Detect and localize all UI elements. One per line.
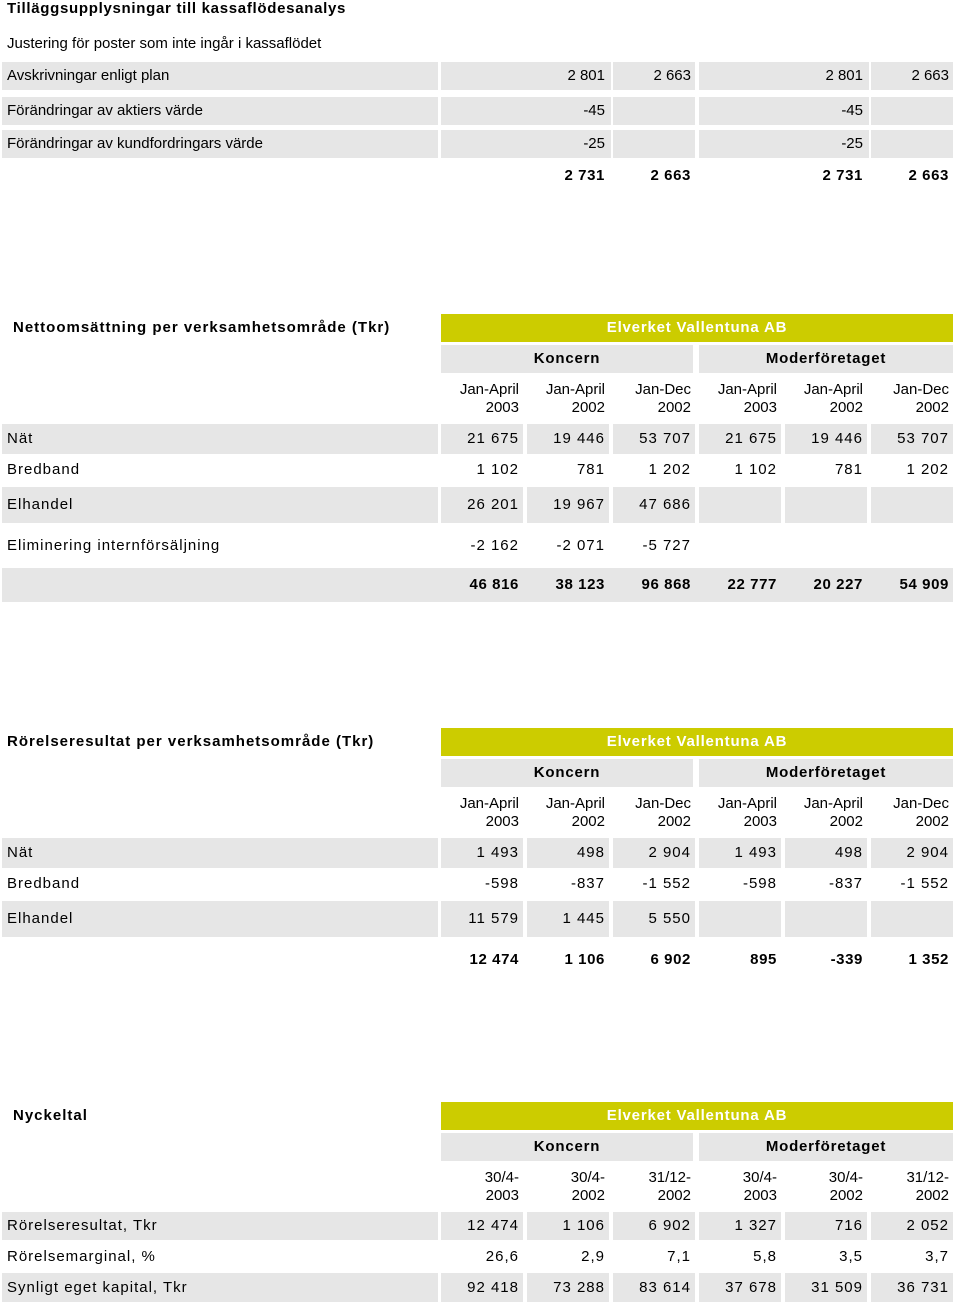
value-cell: 1 445: [562, 910, 605, 927]
value-cell: 26 201: [467, 496, 519, 513]
value-cell: 1 493: [476, 844, 519, 861]
row-label: Nät: [7, 430, 34, 447]
column-header-year: 2002: [571, 1187, 605, 1204]
value-cell: 19 967: [553, 496, 605, 513]
column-header: Jan-April: [717, 795, 777, 812]
column-header: 30/4-: [742, 1169, 777, 1186]
total-value: 22 777: [727, 576, 777, 593]
value-cell: 1 202: [648, 461, 691, 478]
value-cell: 5 550: [648, 910, 691, 927]
section-title: Nettoomsättning per verksamhetsområde (Tkr): [13, 319, 391, 336]
value-cell: 47 686: [639, 496, 691, 513]
value-cell: -2 071: [556, 537, 605, 554]
value-cell: 2 663: [653, 67, 691, 84]
company-header: Elverket Vallentuna AB: [441, 728, 953, 756]
value-cell: 2,9: [581, 1248, 605, 1265]
total-row: [0, 943, 960, 977]
cell-background: [871, 130, 953, 158]
total-value: 96 868: [641, 576, 691, 593]
total-row: [0, 162, 960, 190]
value-cell: 2 663: [911, 67, 949, 84]
column-header-year: 2003: [485, 399, 519, 416]
column-header: Jan-April: [545, 795, 605, 812]
column-header: Jan-Dec: [893, 381, 949, 398]
table-row: [0, 97, 960, 125]
cell-background: [871, 487, 953, 523]
label-background: [2, 838, 438, 868]
column-header: Jan-Dec: [635, 381, 691, 398]
column-header-year: 2003: [485, 1187, 519, 1204]
value-cell: 1 102: [476, 461, 519, 478]
company-header: Elverket Vallentuna AB: [441, 1102, 953, 1130]
total-value: 2 731: [822, 167, 863, 184]
column-header: 31/12-: [648, 1169, 691, 1186]
row-label: Avskrivningar enligt plan: [7, 67, 170, 84]
column-header-year: 2002: [829, 399, 863, 416]
value-cell: 2 904: [906, 844, 949, 861]
row-label: Rörelsemarginal, %: [7, 1248, 156, 1265]
value-cell: -1 552: [900, 875, 949, 892]
column-header: 30/4-: [570, 1169, 605, 1186]
column-header: Jan-Dec: [635, 795, 691, 812]
value-cell: -2 162: [470, 537, 519, 554]
column-header: Jan-April: [803, 381, 863, 398]
value-cell: 498: [834, 844, 863, 861]
value-cell: 716: [834, 1217, 863, 1234]
cashflow-title: Tilläggsupplysningar till kassaflödesanalys: [7, 0, 347, 17]
table-row: [0, 1243, 960, 1271]
value-cell: -45: [841, 102, 863, 119]
value-cell: 36 731: [897, 1279, 949, 1296]
cell-background: [871, 901, 953, 937]
cell-background: [871, 97, 953, 125]
total-value: 1 106: [564, 951, 605, 968]
column-header: 30/4-: [484, 1169, 519, 1186]
total-value: 38 123: [555, 576, 605, 593]
column-header-year: 2002: [657, 399, 691, 416]
value-cell: 2 052: [906, 1217, 949, 1234]
column-header: Jan-April: [459, 381, 519, 398]
column-header: Jan-Dec: [893, 795, 949, 812]
value-cell: 1 102: [734, 461, 777, 478]
total-value: 12 474: [469, 951, 519, 968]
value-cell: 3,7: [925, 1248, 949, 1265]
column-header-year: 2003: [743, 399, 777, 416]
row-label: Synligt eget kapital, Tkr: [7, 1279, 188, 1296]
cashflow-subtitle: Justering för poster som inte ingår i kassaflödet: [7, 35, 322, 52]
group-moderforetaget: Moderföretaget: [699, 345, 953, 373]
value-cell: 781: [576, 461, 605, 478]
table-row: [0, 487, 960, 523]
value-cell: -598: [484, 875, 519, 892]
column-header-year: 2002: [657, 1187, 691, 1204]
column-header-year: 2002: [829, 1187, 863, 1204]
value-cell: 53 707: [897, 430, 949, 447]
value-cell: 92 418: [467, 1279, 519, 1296]
table-row: [0, 1273, 960, 1302]
total-value: 54 909: [899, 576, 949, 593]
total-value: 46 816: [469, 576, 519, 593]
row-label: Rörelseresultat, Tkr: [7, 1217, 158, 1234]
total-value: -339: [830, 951, 863, 968]
table-row: [0, 456, 960, 484]
value-cell: -837: [828, 875, 863, 892]
value-cell: 1 106: [562, 1217, 605, 1234]
group-koncern: Koncern: [441, 345, 693, 373]
cell-background: [785, 487, 867, 523]
table-row: [0, 838, 960, 868]
column-header: 31/12-: [906, 1169, 949, 1186]
value-cell: 19 446: [811, 430, 863, 447]
column-header-year: 2002: [571, 399, 605, 416]
column-header-year: 2002: [915, 1187, 949, 1204]
row-label: Nät: [7, 844, 34, 861]
table-row: [0, 1212, 960, 1240]
column-header-year: 2002: [657, 813, 691, 830]
value-cell: 7,1: [667, 1248, 691, 1265]
column-header: 30/4-: [828, 1169, 863, 1186]
section-title: Nyckeltal: [13, 1107, 88, 1124]
column-header: Jan-April: [803, 795, 863, 812]
value-cell: 21 675: [725, 430, 777, 447]
section-title: Rörelseresultat per verksamhetsområde (Tkr): [7, 733, 375, 750]
row-label: Förändringar av aktiers värde: [7, 102, 203, 119]
column-header-year: 2002: [571, 813, 605, 830]
table-row: [0, 424, 960, 454]
table-row: [0, 527, 960, 565]
cell-background: [699, 487, 781, 523]
value-cell: 73 288: [553, 1279, 605, 1296]
value-cell: 83 614: [639, 1279, 691, 1296]
cell-background: [613, 97, 695, 125]
total-value: 2 663: [650, 167, 691, 184]
cell-background: [613, 130, 695, 158]
value-cell: 31 509: [811, 1279, 863, 1296]
column-header-year: 2003: [743, 1187, 777, 1204]
cell-background: [699, 901, 781, 937]
column-header-year: 2003: [485, 813, 519, 830]
group-moderforetaget: Moderföretaget: [699, 1133, 953, 1161]
column-header: Jan-April: [717, 381, 777, 398]
row-label: Elhandel: [7, 496, 74, 513]
company-header: Elverket Vallentuna AB: [441, 314, 953, 342]
total-value: 895: [750, 951, 777, 968]
row-label: Förändringar av kundfordringars värde: [7, 135, 263, 152]
value-cell: 2 904: [648, 844, 691, 861]
value-cell: 2 801: [567, 67, 605, 84]
column-header-year: 2002: [915, 813, 949, 830]
column-header-year: 2002: [915, 399, 949, 416]
column-header-year: 2003: [743, 813, 777, 830]
value-cell: 11 579: [468, 910, 519, 927]
group-koncern: Koncern: [441, 1133, 693, 1161]
value-cell: 37 678: [725, 1279, 777, 1296]
value-cell: 781: [834, 461, 863, 478]
row-label: Bredband: [7, 461, 81, 478]
value-cell: 3,5: [839, 1248, 863, 1265]
value-cell: -837: [570, 875, 605, 892]
total-value: 1 352: [908, 951, 949, 968]
column-header: Jan-April: [459, 795, 519, 812]
value-cell: -25: [583, 135, 605, 152]
value-cell: 1 327: [734, 1217, 777, 1234]
value-cell: -45: [583, 102, 605, 119]
value-cell: 5,8: [753, 1248, 777, 1265]
value-cell: 19 446: [553, 430, 605, 447]
cell-background: [785, 901, 867, 937]
table-row: [0, 901, 960, 937]
value-cell: 2 801: [825, 67, 863, 84]
value-cell: 1 202: [906, 461, 949, 478]
value-cell: -25: [841, 135, 863, 152]
value-cell: 26,6: [485, 1248, 519, 1265]
column-header-year: 2002: [829, 813, 863, 830]
value-cell: 12 474: [467, 1217, 519, 1234]
total-value: 2 663: [908, 167, 949, 184]
row-label: Bredband: [7, 875, 81, 892]
group-moderforetaget: Moderföretaget: [699, 759, 953, 787]
label-background: [2, 424, 438, 454]
value-cell: 21 675: [467, 430, 519, 447]
value-cell: 6 902: [648, 1217, 691, 1234]
value-cell: -5 727: [642, 537, 691, 554]
total-value: 20 227: [813, 576, 863, 593]
value-cell: 498: [576, 844, 605, 861]
table-row: [0, 62, 960, 90]
total-value: 6 902: [650, 951, 691, 968]
table-row: [0, 870, 960, 898]
column-header: Jan-April: [545, 381, 605, 398]
row-label: Elhandel: [7, 910, 74, 927]
value-cell: 53 707: [639, 430, 691, 447]
total-row: [0, 568, 960, 602]
total-value: 2 731: [564, 167, 605, 184]
value-cell: 1 493: [734, 844, 777, 861]
value-cell: -598: [742, 875, 777, 892]
value-cell: -1 552: [642, 875, 691, 892]
row-label: Eliminering internförsäljning: [7, 537, 221, 554]
group-koncern: Koncern: [441, 759, 693, 787]
table-row: [0, 130, 960, 158]
